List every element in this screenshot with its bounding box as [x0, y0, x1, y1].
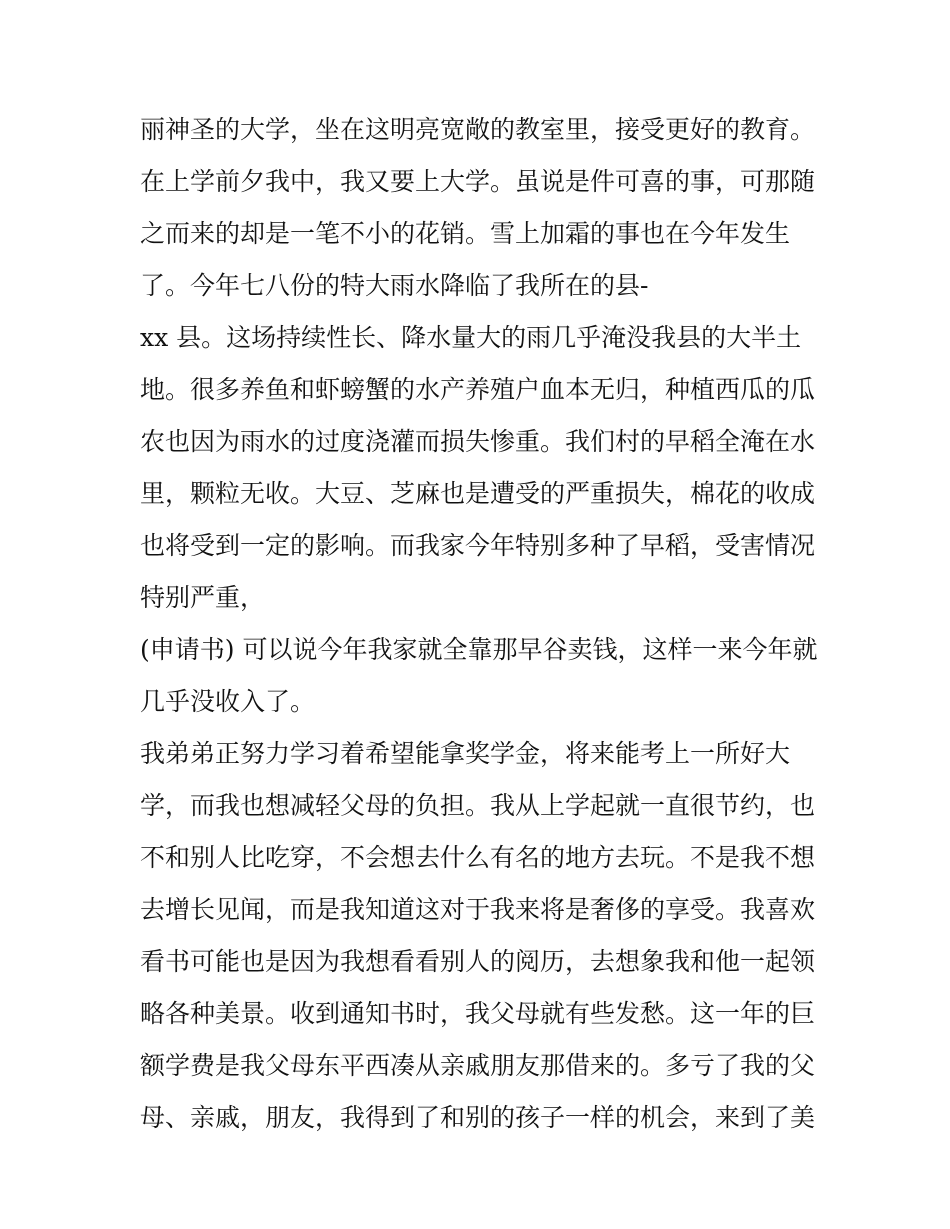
text-line: 略各种美景。收到通知书时，我父母就有些发愁。这一年的巨: [140, 999, 816, 1028]
document-body: [140, 104, 830, 1144]
text-line: 也将受到一定的影响。而我家今年特别多种了早稻，受害情况: [140, 531, 816, 560]
text-line: 母、亲戚，朋友，我得到了和别的孩子一样的机会，来到了美: [140, 1103, 816, 1132]
text-line: 地。很多养鱼和虾螃蟹的水产养殖户血本无归，种植西瓜的瓜: [140, 375, 816, 404]
text-line: 我弟弟正努力学习着希望能拿奖学金，将来能考上一所好大: [140, 739, 791, 768]
text-line: 特别严重，: [140, 583, 266, 612]
text-line: 不和别人比吃穿，不会想去什么有名的地方去玩。不是我不想: [140, 843, 816, 872]
text-line: 额学费是我父母东平西凑从亲戚朋友那借来的。多亏了我的父: [140, 1051, 816, 1080]
text-line: 在上学前夕我中，我又要上大学。虽说是件可喜的事，可那随: [140, 167, 816, 196]
text-line: 看书可能也是因为我想看看别人的阅历，去想象我和他一起领: [140, 947, 816, 976]
text-line: 丽神圣的大学，坐在这明亮宽敞的教室里，接受更好的教育。: [140, 115, 816, 144]
text-line: 几乎没收入了。: [140, 687, 316, 716]
text-line: (申请书) 可以说今年我家就全靠那早谷卖钱，这样一来今年就: [140, 635, 818, 664]
text-line: 之而来的却是一笔不小的花销。雪上加霜的事也在今年发生: [140, 219, 791, 248]
text-line: 里，颗粒无收。大豆、芝麻也是遭受的严重损失，棉花的收成: [140, 479, 816, 508]
text-line: 学，而我也想减轻父母的负担。我从上学起就一直很节约，也: [140, 791, 816, 820]
text-line: 农也因为雨水的过度浇灌而损失惨重。我们村的早稻全淹在水: [140, 427, 816, 456]
text-line: 去增长见闻，而是我知道这对于我来将是奢侈的享受。我喜欢: [140, 895, 816, 924]
text-line: xx 县。这场持续性长、降水量大的雨几乎淹没我县的大半土: [140, 323, 802, 352]
text-line: 了。今年七八份的特大雨水降临了我所在的县-: [140, 271, 649, 300]
